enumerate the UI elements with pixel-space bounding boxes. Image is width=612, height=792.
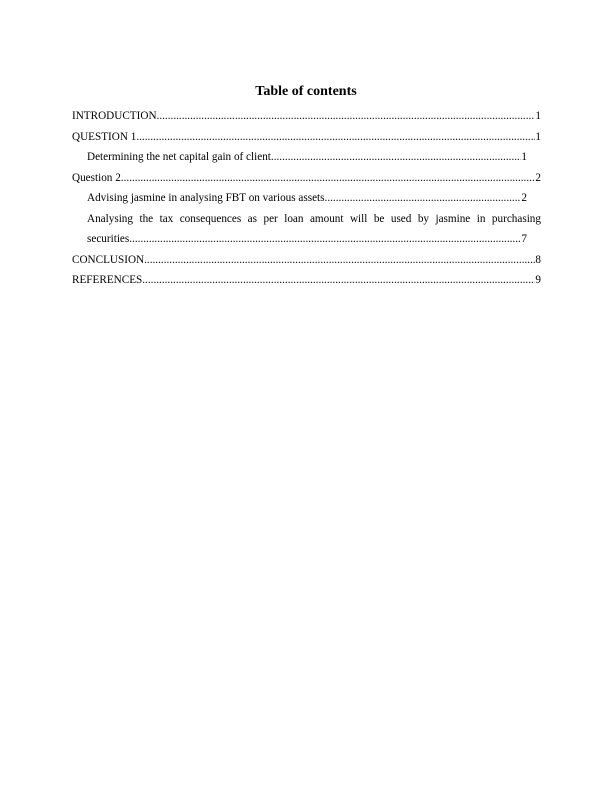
toc-entry-label-line-2-row <box>87 229 527 250</box>
toc-entry-tax-consequences[interactable] <box>72 209 541 250</box>
toc-entry-net-capital-gain[interactable] <box>87 147 527 168</box>
toc-entry-label: REFERENCES <box>72 274 143 286</box>
toc-entry-label: INTRODUCTION <box>72 110 157 122</box>
toc-page-number: 1 <box>535 110 541 122</box>
toc-entry-label: CONCLUSION <box>72 253 145 266</box>
toc-page-number: 2 <box>521 192 527 204</box>
toc-entry-question-2[interactable] <box>72 168 541 189</box>
toc-entry-label-line-1: Analysing the tax consequences as per loan amount will be used by jasmine in purchasing <box>87 212 541 225</box>
toc-entry-fbt-assets[interactable] <box>87 188 527 209</box>
toc-page-number: 1 <box>535 130 541 143</box>
toc-title: Table of contents <box>255 84 357 99</box>
table-of-contents <box>72 106 541 291</box>
dot-leader <box>129 229 521 250</box>
toc-entry-question-1[interactable] <box>72 127 541 148</box>
dot-leader <box>325 188 522 209</box>
toc-entry-label: Determining the net capital gain of client <box>87 151 271 163</box>
toc-page-number: 8 <box>535 253 541 266</box>
toc-page-number: 7 <box>521 233 527 245</box>
toc-page-number: 9 <box>535 274 541 286</box>
dot-leader <box>136 127 535 148</box>
toc-entry-references[interactable] <box>72 270 541 291</box>
toc-entry-label: securities <box>87 233 130 245</box>
toc-entry-label: QUESTION 1 <box>72 130 137 143</box>
toc-page-number: 1 <box>521 151 527 163</box>
dot-leader <box>157 106 536 127</box>
dot-leader <box>142 270 535 291</box>
toc-page-number: 2 <box>535 171 541 184</box>
toc-entry-label: Advising jasmine in analysing FBT on various assets <box>87 192 325 204</box>
dot-leader <box>121 168 536 189</box>
toc-entry-conclusion[interactable] <box>72 250 541 271</box>
toc-entry-introduction[interactable] <box>72 106 541 127</box>
dot-leader <box>271 147 522 168</box>
toc-entry-label: Question 2 <box>72 171 121 184</box>
dot-leader <box>144 250 535 271</box>
